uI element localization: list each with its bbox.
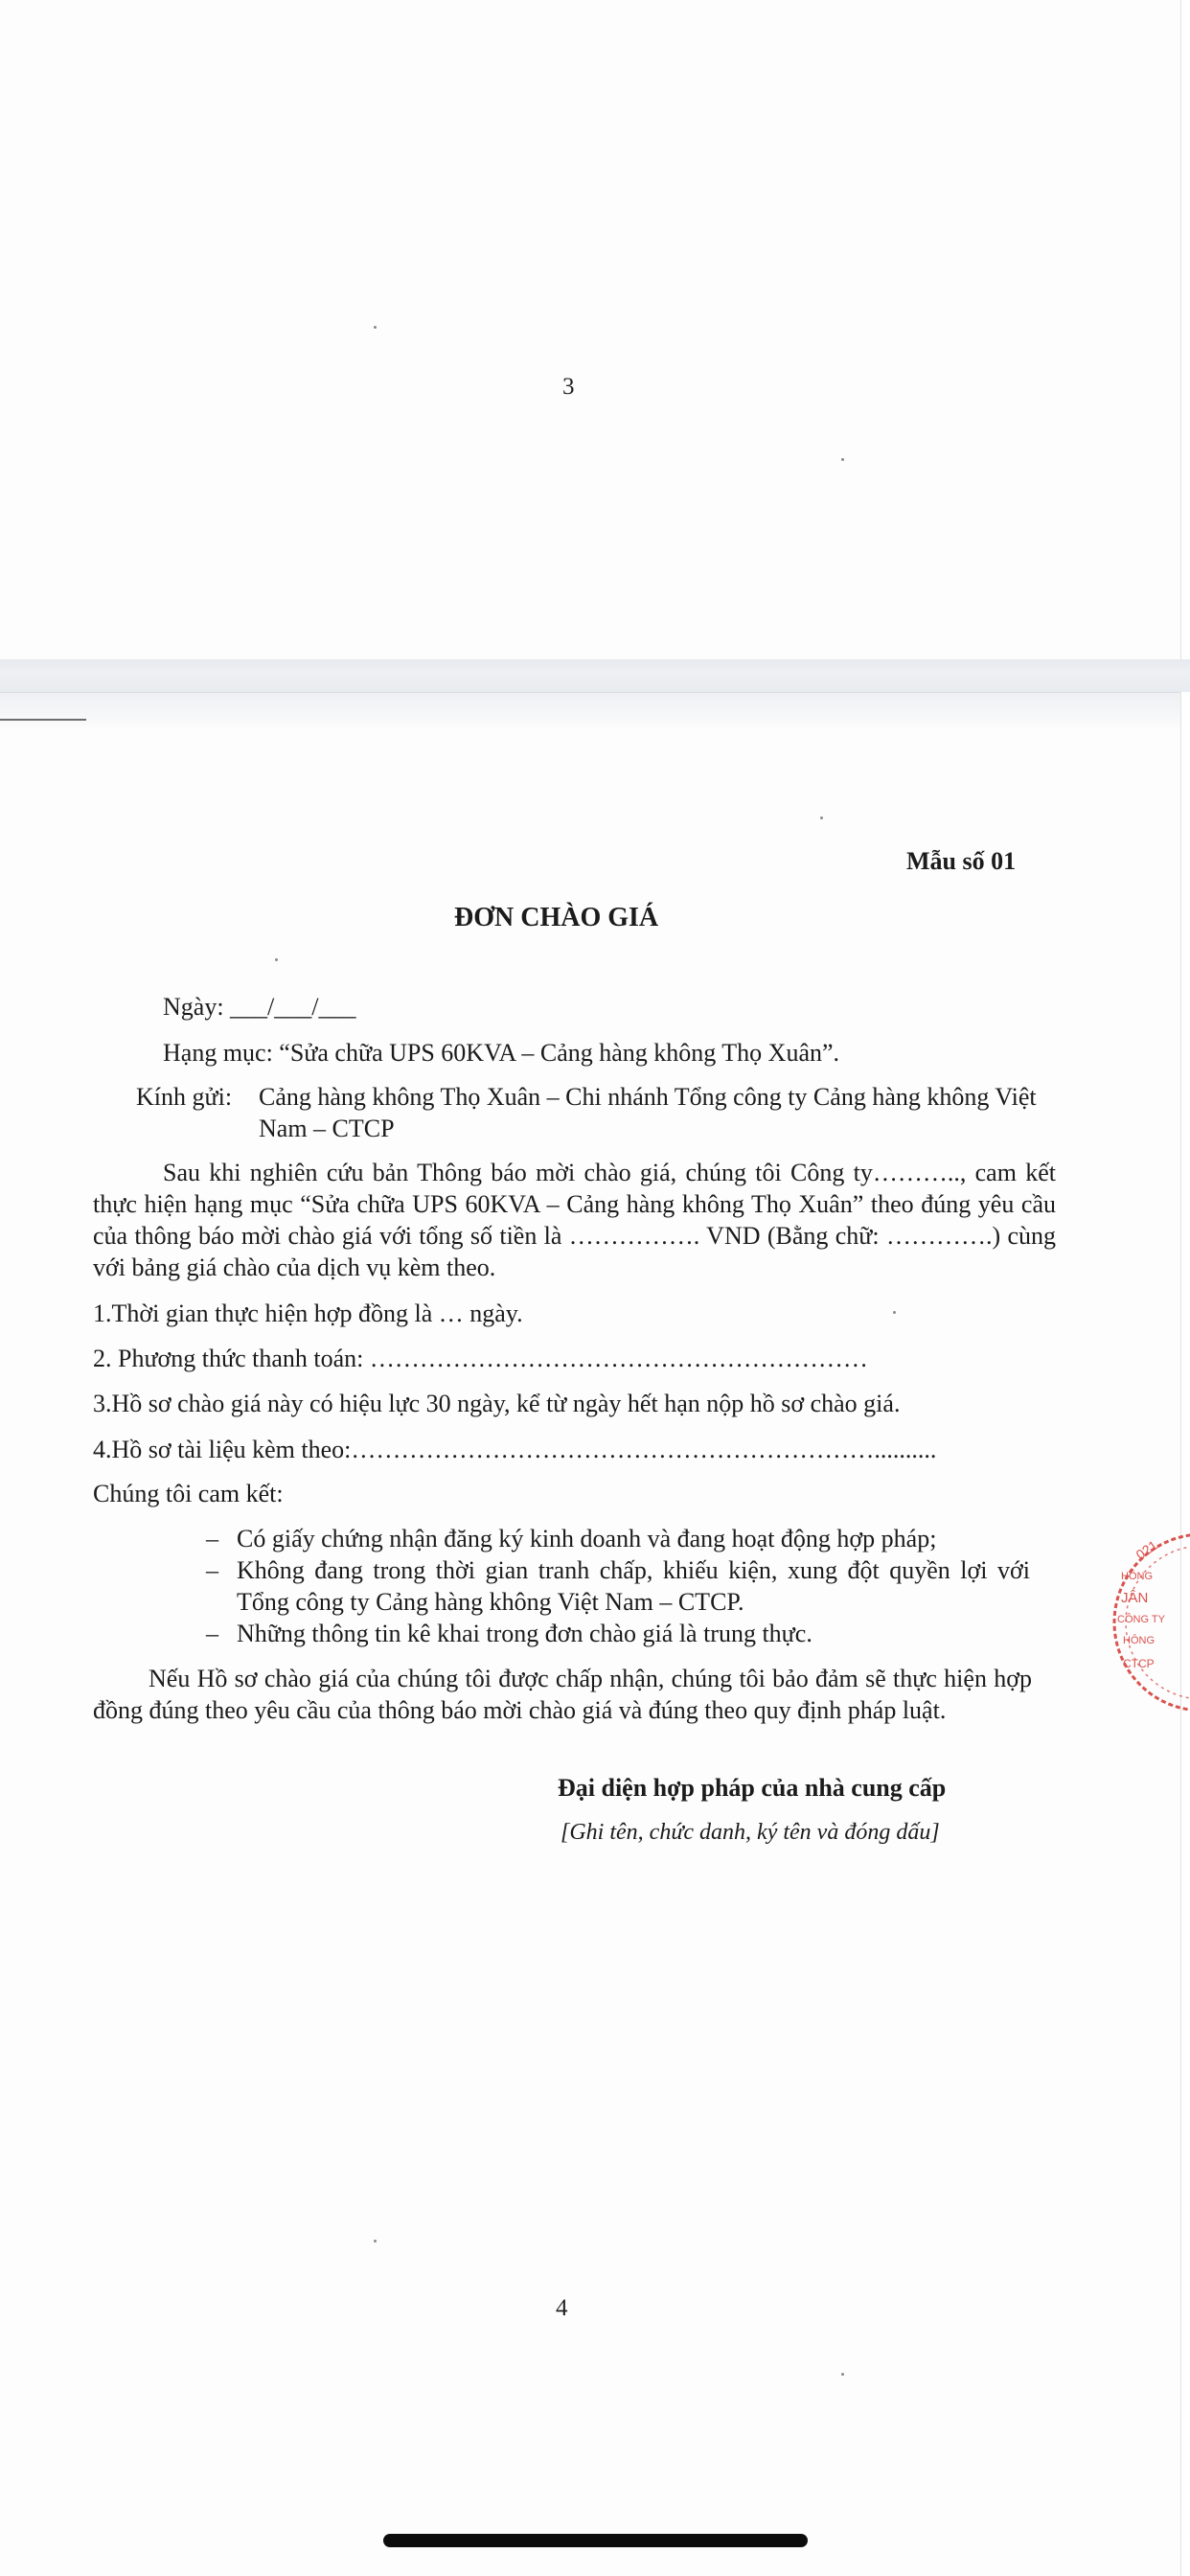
commitment-list [206, 1523, 1030, 1649]
document-title: ĐƠN CHÀO GIÁ [454, 903, 659, 932]
dash-bullet: – [206, 1620, 218, 1647]
scan-speck [374, 2240, 377, 2242]
commit-intro: Chúng tôi cam kết: [93, 1480, 284, 1507]
page-number: 4 [556, 2295, 568, 2321]
home-indicator[interactable] [383, 2534, 808, 2547]
stamp-text-3: CÔNG TY [1117, 1614, 1165, 1625]
stamp-text-top: 021 [1133, 1536, 1160, 1563]
stamp-text-4: HÔNG [1123, 1635, 1155, 1646]
scan-speck [374, 326, 377, 329]
signer-note: [Ghi tên, chức danh, ký tên và đóng dấu] [561, 1820, 940, 1845]
dash-bullet: – [206, 1556, 218, 1584]
list-item-attachments: 4.Hồ sơ tài liệu kèm theo:……………………………………………………….......... [93, 1436, 937, 1463]
stamp-text-5: CTCP [1123, 1657, 1155, 1670]
closing-paragraph: Nếu Hồ sơ chào giá của chúng tôi được chấp nhận, chúng tôi bảo đảm sẽ thực hiện hợp đồng đúng theo yêu cầu của thông báo mời chào giá và đúng theo quy định pháp luật. [93, 1665, 1032, 1724]
stamp-text-1: HÔNG [1121, 1571, 1153, 1582]
list-item [206, 1618, 1030, 1649]
page-top-edge [0, 692, 1180, 727]
company-stamp [1111, 1512, 1190, 1733]
scan-mark [0, 719, 86, 721]
scan-speck [893, 1311, 896, 1314]
intro-paragraph: Sau khi nghiên cứu bản Thông báo mời chào giá, chúng tôi Công ty……….., cam kết thực hiện hạng mục “Sửa chữa UPS 60KVA – Cảng hàng không Thọ Xuân” theo đúng yêu cầu của thông báo mời chào giá với tổng số tiền là ……………. VND (Bằng chữ: ………….) cùng với bảng giá chào của dịch vụ kèm theo. [93, 1159, 1056, 1281]
date-line: Ngày: ___/___/___ [163, 993, 356, 1021]
document-page-3 [0, 0, 1181, 659]
list-item-payment: 2. Phương thức thanh toán: …………………………………………………… [93, 1345, 868, 1372]
recipient-label: Kính gửi: [136, 1083, 233, 1111]
dash-bullet: – [206, 1525, 218, 1552]
list-item-validity: 3.Hồ sơ chào giá này có hiệu lực 30 ngày, kể từ ngày hết hạn nộp hồ sơ chào giá. [93, 1390, 901, 1417]
scan-speck [275, 958, 278, 961]
commitment-text: Có giấy chứng nhận đăng ký kinh doanh và đang hoạt động hợp pháp; [237, 1525, 937, 1552]
list-item [206, 1554, 1030, 1618]
commitment-text: Những thông tin kê khai trong đơn chào giá là trung thực. [237, 1620, 812, 1647]
page-separator [0, 659, 1190, 692]
stamp-seal-icon [1111, 1512, 1190, 1733]
signer-title: Đại diện hợp pháp của nhà cung cấp [558, 1774, 947, 1802]
item-line: Hạng mục: “Sửa chữa UPS 60KVA – Cảng hàng không Thọ Xuân”. [163, 1039, 840, 1067]
form-code: Mẫu số 01 [906, 847, 1017, 875]
recipient-text: Cảng hàng không Thọ Xuân – Chi nhánh Tổng công ty Cảng hàng không Việt Nam – CTCP [259, 1083, 1037, 1142]
list-item [206, 1523, 1030, 1554]
list-item-duration: 1.Thời gian thực hiện hợp đồng là … ngày. [93, 1300, 523, 1327]
page-number: 3 [562, 374, 575, 400]
commitment-text: Không đang trong thời gian tranh chấp, khiếu kiện, xung đột quyền lợi với Tổng công ty Cảng hàng không Việt Nam – CTCP. [237, 1556, 1030, 1616]
scan-speck [820, 816, 823, 819]
scan-speck [841, 2373, 844, 2376]
scan-speck [841, 458, 844, 461]
stamp-text-2: JÂN [1121, 1590, 1149, 1606]
